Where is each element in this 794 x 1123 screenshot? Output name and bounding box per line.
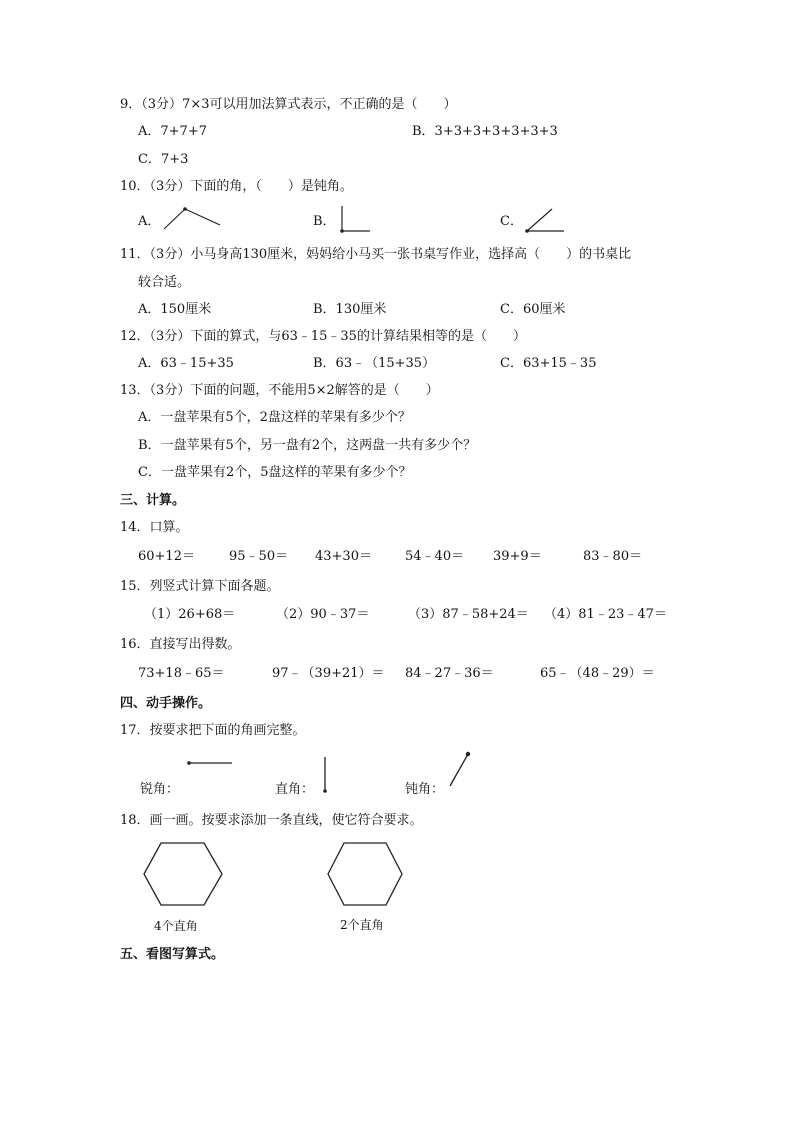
q16-item: 73+18﹣65＝	[138, 666, 225, 681]
q13-option-a: A．一盘苹果有5个，2盘这样的苹果有多少个？	[138, 410, 411, 425]
q15-stem: 15．列竖式计算下面各题。	[120, 579, 280, 594]
q17-stem: 17．按要求把下面的角画完整。	[120, 723, 306, 738]
q14-stem: 14．口算。	[120, 520, 189, 535]
hexagon-2-caption: 2个直角	[340, 918, 384, 932]
q13-stem: 13．（3分）下面的问题，不能用5×2解答的是（ ）	[120, 383, 439, 398]
acute-angle-figure-c	[522, 204, 568, 236]
q14-item: 43+30＝	[315, 549, 372, 564]
q12-option-c: C．63+15﹣35	[500, 356, 597, 371]
q11-stem: 11．（3分）小马身高130厘米，妈妈给小马买一张书桌写作业，选择高（ ）的书桌比	[120, 247, 632, 262]
q13-option-b: B．一盘苹果有5个，另一盘有2个，这两盘一共有多少个？	[138, 438, 477, 453]
q16-stem: 16．直接写出得数。	[120, 637, 241, 652]
q16-item: 97﹣（39+21）＝	[272, 666, 385, 681]
q16-item: 84﹣27﹣36＝	[405, 666, 494, 681]
right-angle-figure-b	[336, 203, 376, 235]
q10-option-c: C．	[500, 214, 523, 229]
section-heading-calculation: 三、计算。	[120, 493, 186, 508]
q17-obtuse-label: 钝角：	[405, 782, 445, 797]
q11-stem-continued: 较合适。	[138, 275, 191, 290]
q17-right-label: 直角：	[275, 782, 315, 797]
q15-item: （2）90﹣37＝	[276, 607, 370, 622]
q10-stem: 10．（3分）下面的角，（ ）是钝角。	[120, 179, 353, 194]
q12-option-b: B．63﹣（15+35）	[313, 356, 436, 371]
q15-item: （3）87﹣58+24＝	[408, 607, 529, 622]
q17-acute-label: 锐角：	[140, 782, 180, 797]
q9-stem: 9．（3分）7×3可以用加法算式表示，不正确的是（ ）	[120, 97, 457, 112]
q15-item: （1）26+68＝	[144, 607, 236, 622]
hexagon-figure-2	[322, 838, 412, 910]
q14-item: 39+9＝	[493, 549, 542, 564]
q11-option-c: C．60厘米	[500, 302, 566, 317]
q11-option-b: B．130厘米	[313, 302, 387, 317]
q15-item: （4）81﹣23﹣47＝	[544, 607, 667, 622]
obtuse-angle-ray	[446, 750, 476, 792]
q12-option-a: A．63﹣15+35	[138, 356, 234, 371]
hexagon-figure-1	[140, 838, 230, 910]
right-angle-ray	[318, 754, 332, 796]
acute-angle-ray	[186, 756, 236, 770]
q9-option-c: C．7+3	[138, 152, 189, 167]
q14-item: 95﹣50＝	[229, 549, 289, 564]
obtuse-angle-figure-a	[160, 205, 224, 235]
q9-option-a: A．7+7+7	[138, 124, 207, 139]
q9-option-b: B．3+3+3+3+3+3+3	[412, 124, 558, 139]
q11-option-a: A．150厘米	[138, 302, 212, 317]
q16-item: 65﹣（48﹣29）＝	[540, 666, 655, 681]
q18-stem: 18．画一画。按要求添加一条直线，使它符合要求。	[120, 813, 423, 828]
q10-option-a: A．	[138, 214, 161, 229]
q13-option-c: C．一盘苹果有2个，5盘这样的苹果有多少个？	[138, 465, 412, 480]
q14-item: 83﹣80＝	[583, 549, 643, 564]
section-heading-hands-on: 四、动手操作。	[120, 696, 212, 711]
q14-item: 54﹣40＝	[405, 549, 465, 564]
q10-option-b: B．	[313, 214, 336, 229]
q12-stem: 12．（3分）下面的算式，与63﹣15﹣35的计算结果相等的是（ ）	[120, 329, 526, 344]
q14-item: 60+12＝	[138, 549, 195, 564]
hexagon-1-caption: 4个直角	[154, 919, 198, 933]
section-heading-picture-equation: 五、看图写算式。	[120, 947, 225, 962]
